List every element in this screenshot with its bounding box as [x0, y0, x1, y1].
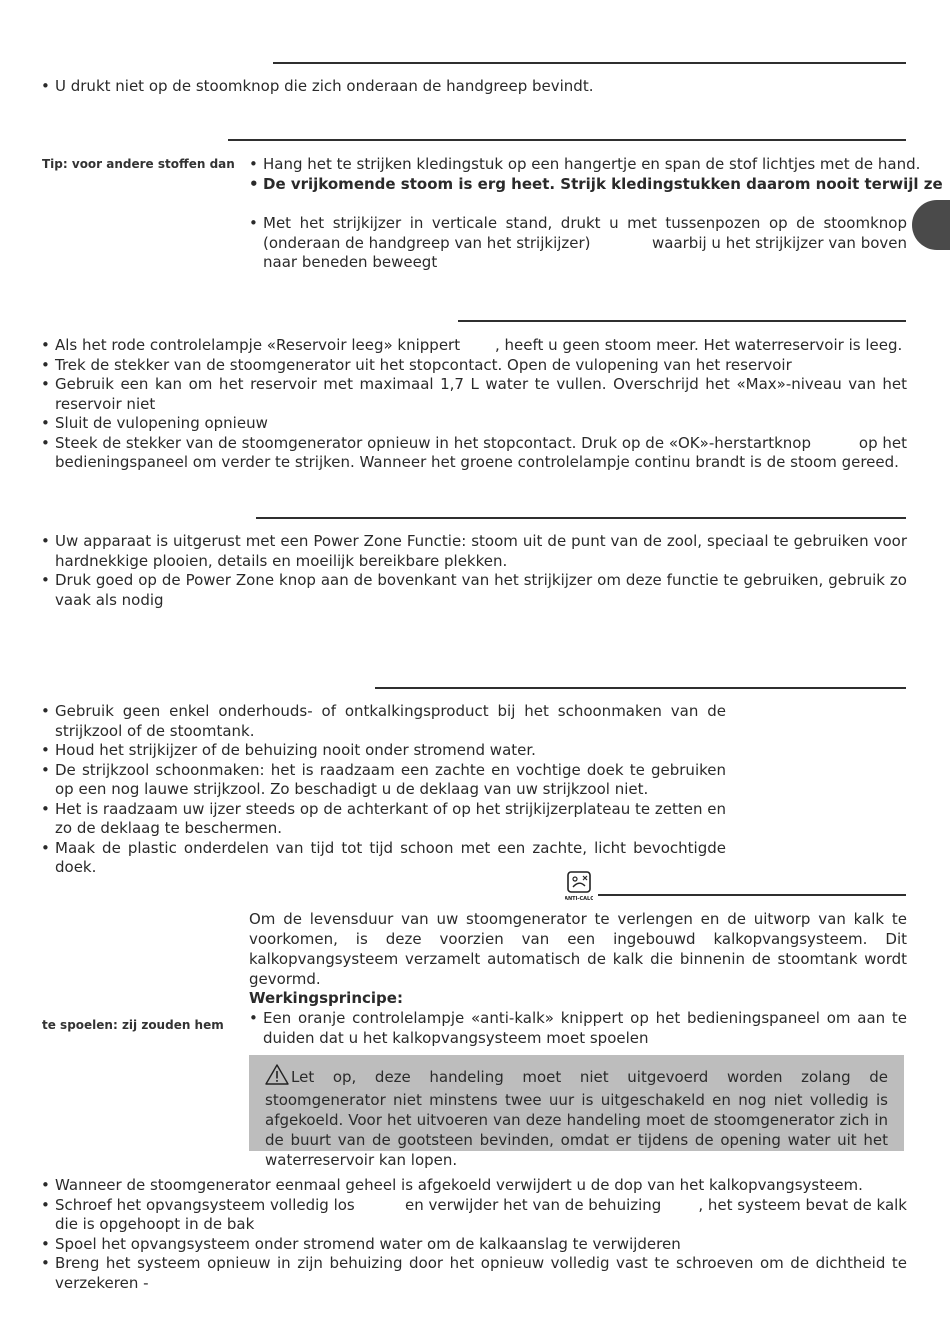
anti-calc-intro: Om de levensduur van uw stoomgenerator te verlengen en de uitworp van kalk te voorkomen, is deze voorzien van een ingebouwd kalkopvangsysteem. Dit kalkopvangsysteem verzamelt automatisch de kalk die binnenin de stoomtank wordt gevormd. — [249, 910, 907, 988]
section-rule-5 — [375, 687, 906, 689]
list-item: • Wanneer de stoomgenerator eenmaal geheel is afgekoeld verwijdert u de dop van het kalkopvangsysteem. — [41, 1176, 863, 1194]
side-note-rinse: te spoelen: zij zouden hem — [42, 1018, 224, 1032]
list-item: • Spoel het opvangsysteem onder stromend water om de kalkaanslag te verwijderen — [41, 1234, 681, 1253]
section-rule-1 — [273, 62, 906, 64]
section-rule-3 — [458, 320, 906, 322]
section-rule-2 — [228, 139, 906, 141]
warning-triangle-icon — [265, 1064, 289, 1090]
list-item: • Als het rode controlelampje «Reservoir leeg» knippert , heeft u geen stoom meer. Het waterreservoir is leeg. — [41, 336, 903, 354]
section-6-list — [249, 1009, 907, 1048]
side-note-tip: Tip: voor andere stoffen dan — [42, 157, 235, 171]
list-item: • Steek de stekker van de stoomgenerator opnieuw in het stopcontact. Druk op de «OK»-herstartknop op het — [41, 433, 907, 452]
svg-text:ANTI-CALC: ANTI-CALC — [565, 896, 593, 902]
item-3-line-2b: waarbij u het strijkijzer van boven — [651, 233, 907, 252]
item-3-line-3: naar beneden beweegt — [263, 253, 438, 271]
list-item: • Gebruik geen enkel onderhouds- of ontkalkingsproduct bij het schoonmaken van de strijkzool of de stoomtank. — [41, 702, 726, 741]
page-side-tab — [912, 200, 950, 250]
list-item: • U drukt niet op de stoomknop die zich onderaan de handgreep bevindt. — [41, 77, 907, 97]
list-item: • Maak de plastic onderdelen van tijd tot tijd schoon met een zachte, licht bevochtigde doek. — [41, 839, 726, 878]
list-item: • Een oranje controlelampje «anti-kalk» knippert op het bedieningspaneel om aan te duiden dat u het kalkopvangsysteem moet spoelen — [249, 1009, 907, 1048]
list-item: • De strijkzool schoonmaken: het is raadzaam een zachte en vochtige doek te gebruiken op een nog lauwe strijkzool. Zo beschadigt u de deklaag van uw strijkzool niet. — [41, 761, 726, 800]
section-2-item-3: • Met het strijkijzer in verticale stand, drukt u met tussenpozen op de stoomknop (onderaan de handgreep van het strijkijzer) waarbij u het strijkijzer van boven naar beneden beweegt — [249, 214, 907, 271]
section-4-list — [41, 532, 907, 610]
section-3-list — [41, 336, 907, 473]
list-item: • Hang het te strijken kledingstuk op een hangertje en span de stof lichtjes met de hand. — [249, 155, 929, 175]
list-item: • Gebruik een kan om het reservoir met maximaal 1,7 L water te vullen. Overschrijd het «Max»-niveau van het reservoir niet — [41, 375, 907, 413]
section-1-list — [41, 77, 907, 97]
warning-box — [249, 1055, 904, 1169]
section-5-list — [41, 702, 726, 878]
section-2-list — [249, 155, 943, 194]
list-item-warning: • De vrijkomende stoom is erg heet. Strijk kledingstukken daarom nooit terwijl ze — [249, 175, 929, 195]
item-3-line-1: Met het strijkijzer in verticale stand, drukt u met tussenpozen op de stoomknop — [263, 214, 907, 232]
list-item: • Het is raadzaam uw ijzer steeds op de achterkant of op het strijkijzerplateau te zetten en zo de deklaag te beschermen. — [41, 800, 726, 839]
list-item: • Sluit de vulopening opnieuw — [41, 414, 268, 432]
warning-text: Let op, deze handeling moet niet uitgevoerd worden zolang de stoomgenerator niet minstens twee uur is uitgeschakeld en nog niet volledig is afgekoeld. Voor het uitvoeren van deze handeling moet de stoomgenerator zich in de buurt van de gootsteen bevinden, omdat er tijdens de opening water uit het waterreservoir kan lopen. — [265, 1068, 888, 1169]
list-item: • Schroef het opvangsysteem volledig los en verwijder het van de behuizing , het systeem bevat de kalk — [41, 1195, 907, 1214]
list-item: • Uw apparaat is uitgerust met een Power Zone Functie: stoom uit de punt van de zool, speciaal te gebruiken voor hardnekkige plooien, details en moeilijk bereikbare plekken. — [41, 532, 907, 571]
list-item: • Druk goed op de Power Zone knop aan de bovenkant van het strijkijzer om deze functie te gebruiken, gebruik zo vaak als nodig — [41, 571, 907, 610]
list-item: • Houd het strijkijzer of de behuizing nooit onder stromend water. — [41, 741, 726, 761]
section-rule-4 — [256, 517, 906, 519]
list-item: • Trek de stekker van de stoomgenerator uit het stopcontact. Open de vulopening van het reservoir — [41, 355, 792, 374]
list-item-continuation: bedieningspaneel om verder te strijken. Wanneer het groene controlelampje continu brandt is de stoom gereed. — [55, 453, 899, 471]
item-3-line-2a: (onderaan de handgreep van het strijkijzer) — [263, 233, 591, 252]
working-principle-heading: Werkingsprincipe: — [249, 989, 403, 1007]
section-rule-6 — [598, 894, 906, 896]
section-7-list — [41, 1176, 907, 1293]
list-item-continuation: die is opgehoopt in de bak — [55, 1215, 255, 1233]
anti-calc-icon — [565, 870, 593, 902]
list-item: • Breng het systeem opnieuw in zijn behuizing door het opnieuw volledig vast te schroeven om de dichtheid te verzekeren - — [41, 1254, 907, 1292]
